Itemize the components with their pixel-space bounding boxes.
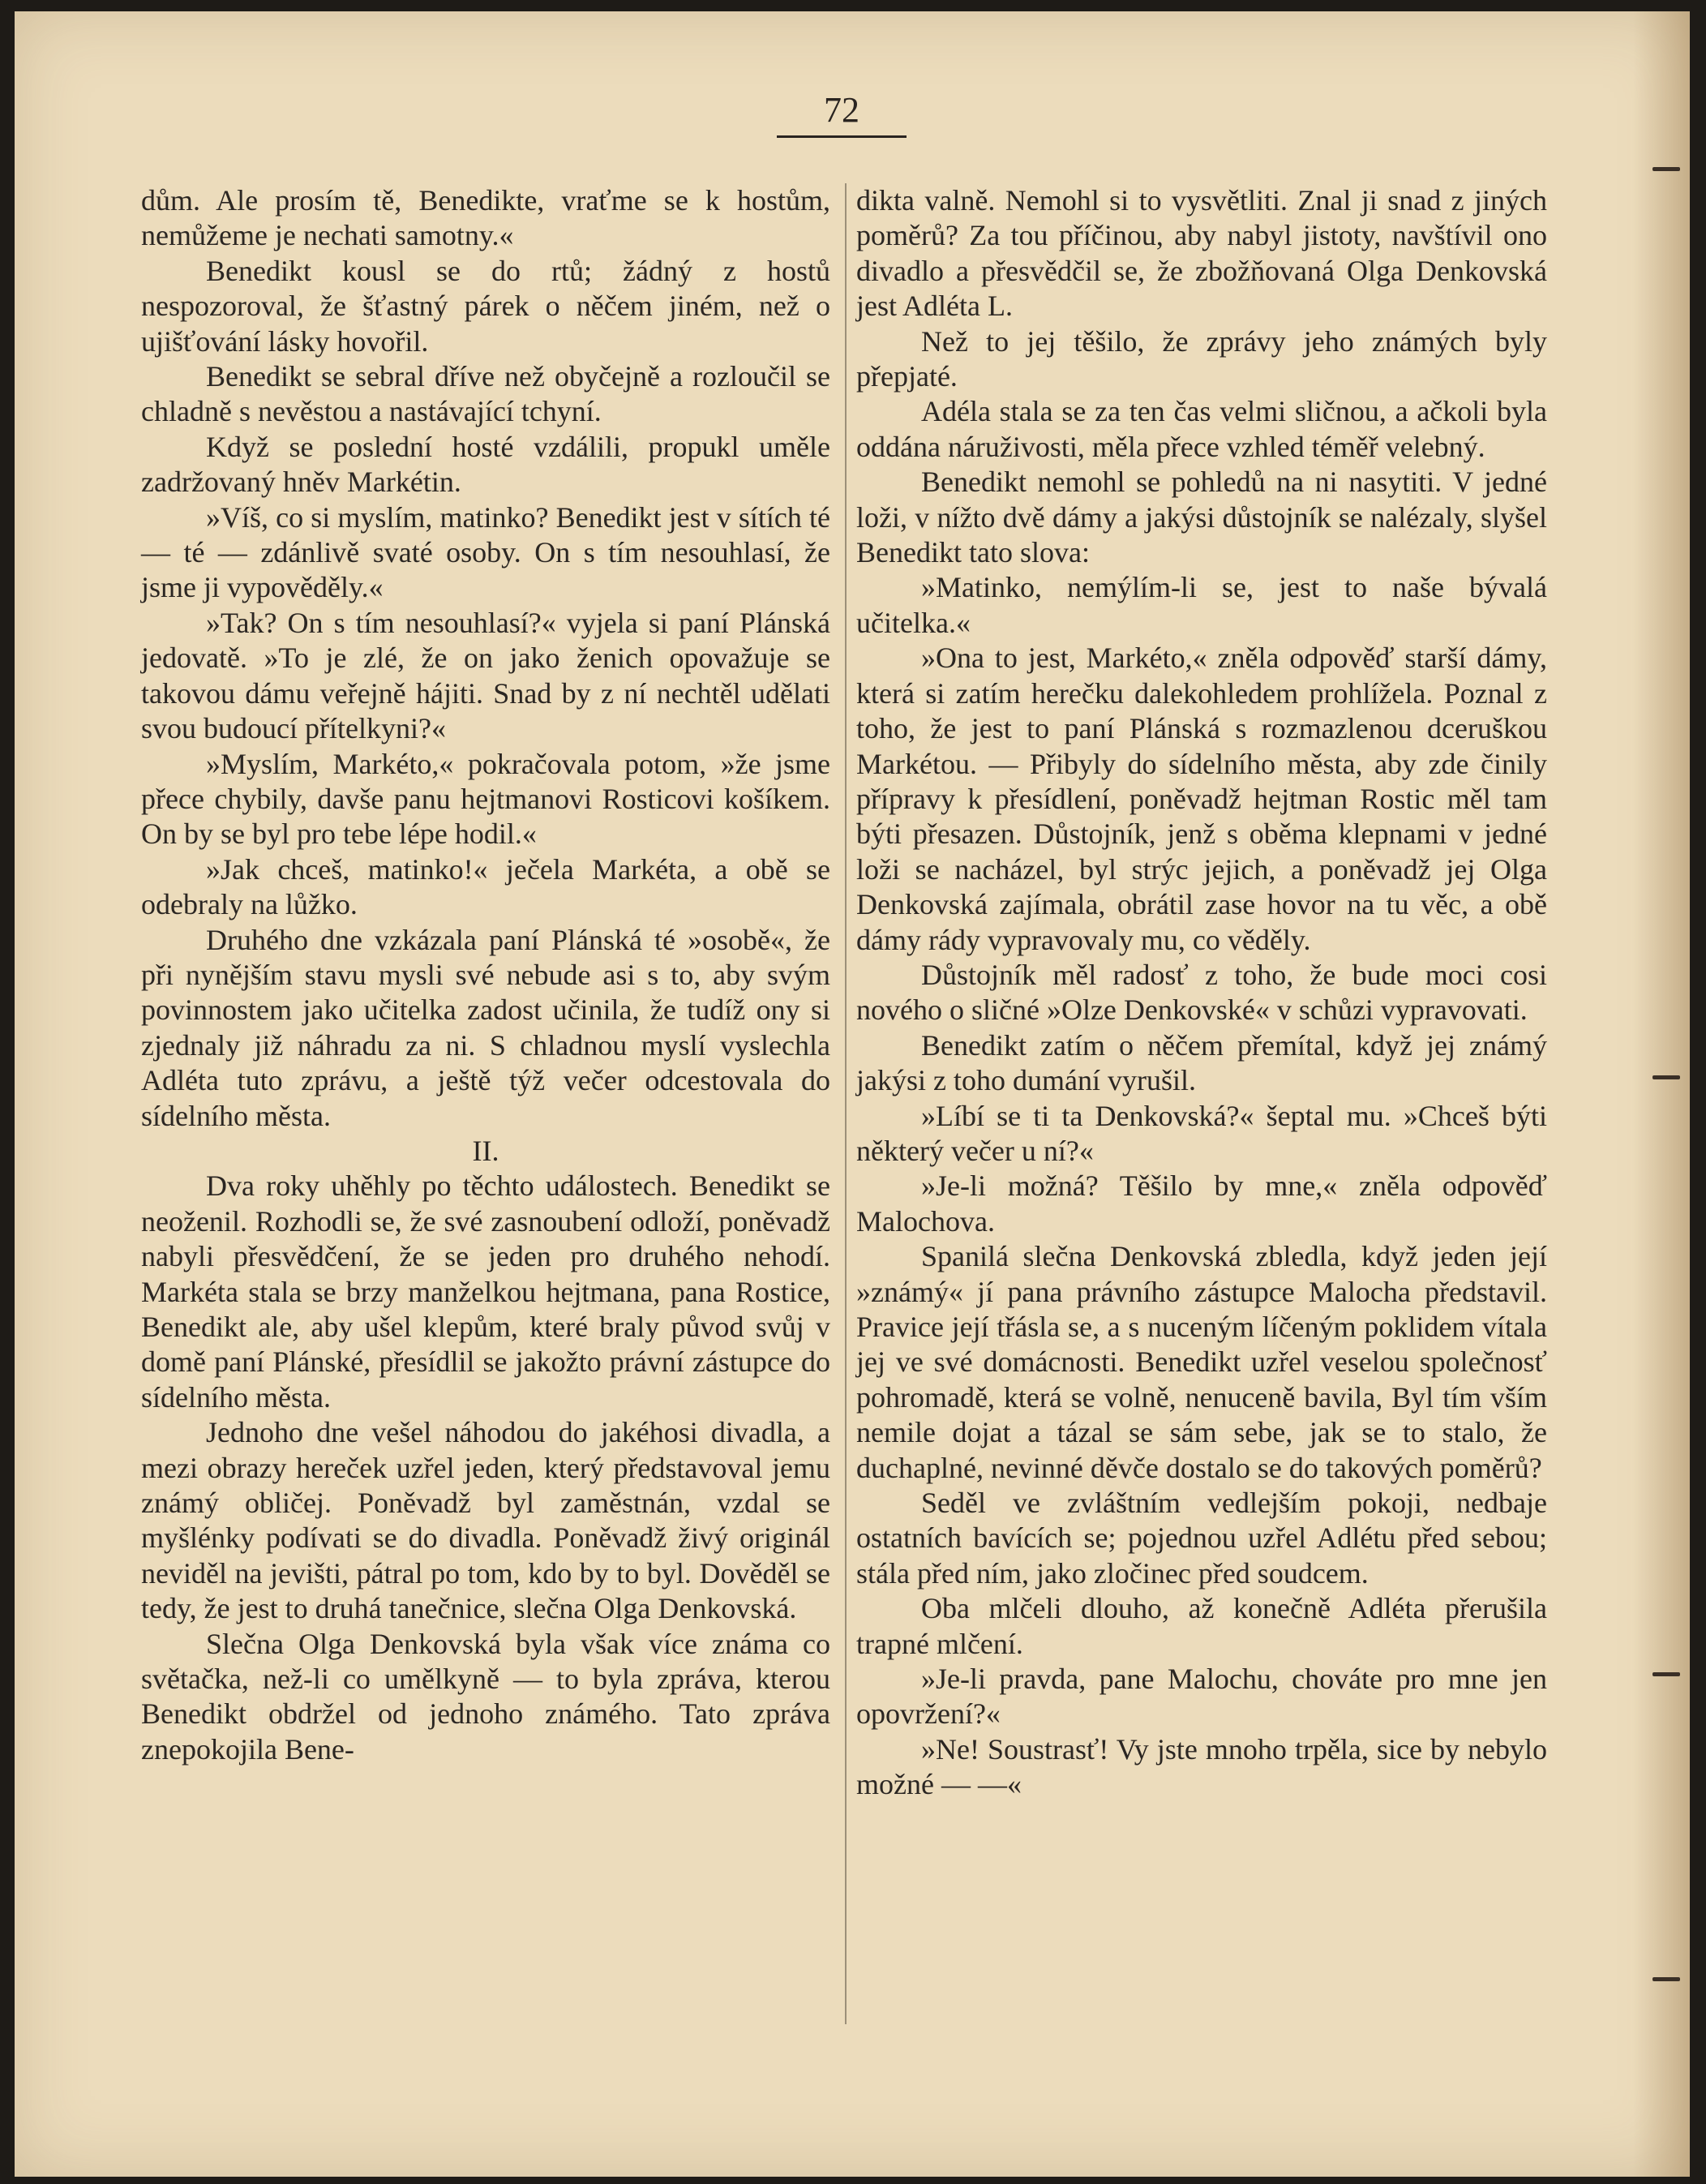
paragraph: Benedikt zatím o něčem přemítal, když jej známý jakýsi z toho dumání vyrušil. [856, 1028, 1547, 1097]
column-divider [845, 183, 847, 2024]
paragraph: »Jak chceš, matinko!« ječela Markéta, a obě se odebraly na lůžko. [141, 852, 830, 921]
paragraph: Druhého dne vzkázala paní Plánská té »osobě«, že při nynějším stavu mysli své nebude asi s to, aby svým povinnostem jako učitelka zadost učinila, že tudíž ony si zjednaly již náhradu za ni. S chladnou myslí vyslechla Adléta tuto zprávu, a ještě týž večer odcestovala do sídelního města. [141, 923, 830, 1132]
paragraph: »Víš, co si myslím, matinko? Benedikt jest v sítích té — té — zdánlivě svaté osoby. On s tím nesouhlasí, že jsme ji vypověděly.« [141, 500, 830, 604]
paragraph: Když se poslední hosté vzdálili, propukl uměle zadržovaný hněv Markétin. [141, 430, 830, 499]
paragraph: »Ona to jest, Markéto,« zněla odpověď starší dámy, která si zatím herečku dalekohledem prohlížela. Poznal z toho, že jest to paní Plánská s rozmazlenou dceruškou Markétou. — Přibyly do sídelního města, aby zde činily přípravy k přesídlení, poněvadž hejtman Rostic měl tam býti přesazen. Důstojník, jenž s oběma klepnami v jedné loži se nacházel, byl strýc jejich, a poněvadž jej Olga Denkovská zajímala, obrátil zase hovor na tu věc, a obě dámy rády vypravovaly mu, co věděly. [856, 641, 1547, 956]
paragraph: dům. Ale prosím tě, Benedikte, vraťme se k hostům, nemůžeme je nechati samotny.« [141, 184, 830, 252]
paragraph: »Je-li možná? Těšilo by mne,« zněla odpověď Malochova. [856, 1169, 1547, 1238]
edge-mark [1652, 1977, 1680, 1981]
paragraph: Benedikt nemohl se pohledů na ni nasytiti. V jedné loži, v nížto dvě dámy a jakýsi důstojník se nalézaly, slyšel Benedikt tato slova: [856, 466, 1547, 569]
book-page [15, 11, 1690, 2177]
page-spine-shadow [1633, 11, 1690, 2177]
paragraph: Slečna Olga Denkovská byla však více známa co světačka, než-li co umělkyně — to byla zpráva, kterou Benedikt obdržel od jednoho známého. Tato zpráva znepokojila Bene- [141, 1627, 830, 1766]
paragraph: Benedikt se sebral dříve než obyčejně a rozloučil se chladně s nevěstou a nastávající tchyní. [141, 360, 830, 428]
paragraph: Důstojník měl radosť z toho, že bude moci cosi nového o sličné »Olze Denkovské« v schůzi vypravovati. [856, 958, 1547, 1027]
paragraph: Seděl ve zvláštním vedlejším pokoji, nedbaje ostatních bavících se; pojednou uzřel Adlétu před sebou; stála před ním, jako zločinec před soudcem. [856, 1487, 1547, 1590]
edge-mark [1652, 167, 1680, 171]
page-number: 72 [777, 89, 907, 138]
paragraph: Jednoho dne vešel náhodou do jakéhosi divadla, a mezi obrazy hereček uzřel jeden, který představoval jemu známý obličej. Poněvadž byl zaměstnán, vzdal se myšlénky podívati se do divadla. Poněvadž živý originál neviděl na jevišti, pátral po tom, kdo by to byl. Dověděl se tedy, že jest to druhá tanečnice, slečna Olga Denkovská. [141, 1416, 830, 1625]
chapter-heading: II. [472, 1134, 499, 1167]
paragraph: Spanilá slečna Denkovská zbledla, když jeden její »známý« jí pana právního zástupce Malocha představil. Pravice její třásla se, a s nuceným líčeným poklidem vítala jej ve své domácnosti. Benedikt uzřel veselou společnosť pohromadě, která se volně, nenuceně bavila, Byl tím vším nemile dojat a tázal se sám sebe, jak se to stalo, že duchaplné, nevinné děvče dostalo se do takových poměrů? [856, 1240, 1547, 1484]
paragraph: Oba mlčeli dlouho, až konečně Adléta přerušila trapné mlčení. [856, 1592, 1547, 1660]
left-column [141, 183, 830, 1767]
paragraph: »Je-li pravda, pane Malochu, chováte pro mne jen opovržení?« [856, 1663, 1547, 1731]
paragraph: Než to jej těšilo, že zprávy jeho známých byly přepjaté. [856, 324, 1547, 393]
paragraph: dikta valně. Nemohl si to vysvětliti. Znal ji snad z jiných poměrů? Za tou příčinou, aby nabyl jistoty, navštívil ono divadlo a přesvědčil se, že zbožňovaná Olga Denkovská jest Adléta L. [856, 184, 1547, 323]
paragraph: Benedikt kousl se do rtů; žádný z hostů nespozoroval, že šťastný párek o něčem jiném, než o ujišťování lásky hovořil. [141, 254, 830, 358]
paragraph: Dva roky uhěhly po těchto událostech. Benedikt se neoženil. Rozhodli se, že své zasnoubení odloží, poněvadž nabyli přesvědčení, že se jeden pro druhého nehodí. Markéta stala se brzy manželkou hejtmana, pana Rostice, Benedikt ale, aby ušel klepům, které braly původ svůj v domě paní Plánské, přesídlil se jakožto právní zástupce do sídelního města. [141, 1169, 830, 1414]
paragraph: »Ne! Soustrasť! Vy jste mnoho trpěla, sice by nebylo možné — —« [856, 1732, 1547, 1801]
paragraph: »Myslím, Markéto,« pokračovala potom, »že jsme přece chybily, davše panu hejtmanovi Rosticovi košíkem. On by se byl pro tebe lépe hodil.« [141, 747, 830, 851]
edge-mark [1652, 1672, 1680, 1676]
paragraph: »Matinko, nemýlím-li se, jest to naše bývalá učitelka.« [856, 571, 1547, 639]
paragraph: Adéla stala se za ten čas velmi sličnou, a ačkoli byla oddána náruživosti, měla přece vzhled téměř velebný. [856, 395, 1547, 463]
right-column [856, 183, 1547, 1803]
paragraph: »Tak? On s tím nesouhlasí?« vyjela si paní Plánská jedovatě. »To je zlé, že on jako ženich opovažuje se takovou dámu veřejně hájiti. Snad by z ní nechtěl udělati svou budoucí přítelkyni?« [141, 606, 830, 745]
paragraph: »Líbí se ti ta Denkovská?« šeptal mu. »Chceš býti některý večer u ní?« [856, 1099, 1547, 1167]
edge-mark [1652, 1075, 1680, 1079]
